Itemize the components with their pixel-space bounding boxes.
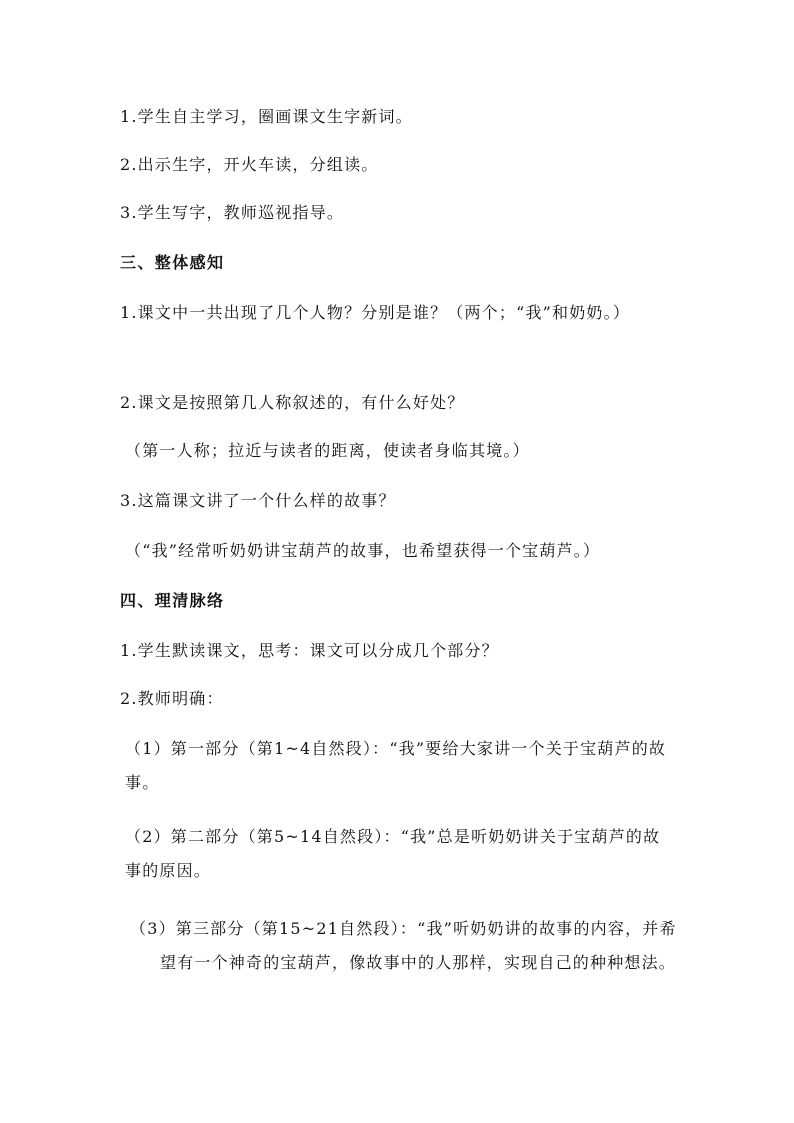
- step-1-text: 1.学生自主学习，圈画课文生字新词。: [120, 107, 413, 126]
- question-1-text: 1.课文中一共出现了几个人物？分别是谁？（两个；“我”和奶奶。）: [120, 303, 631, 322]
- reading-task-text: 1.学生默读课文，思考：课文可以分成几个部分？: [120, 641, 499, 660]
- answer-3-text: （“我”经常听奶奶讲宝葫芦的故事，也希望获得一个宝葫芦。）: [125, 541, 601, 560]
- step-2-text: 2.出示生字，开火车读，分组读。: [120, 155, 379, 174]
- section-heading-overall-perception: 三、整体感知: [120, 253, 225, 272]
- question-3-text: 3.这篇课文讲了一个什么样的故事？: [120, 491, 396, 510]
- part-1-text: （1）第一部分（第1~4自然段）：“我”要给大家讲一个关于宝葫芦的故事。: [125, 739, 667, 792]
- section-heading-clarify-structure: 四、理清脉络: [120, 591, 225, 610]
- step-3-text: 3.学生写字，教师巡视指导。: [120, 203, 345, 222]
- answer-2-text: （第一人称；拉近与读者的距离，使读者身临其境。）: [125, 441, 530, 460]
- question-2-text: 2.课文是按照第几人称叙述的，有什么好处？: [120, 393, 465, 412]
- teacher-clarification-label: 2.教师明确：: [120, 689, 224, 708]
- part-3-text: （3）第三部分（第15~21自然段）：“我”听奶奶讲的故事的内容，并希望有一个神奇的宝葫芦，像故事中的人那样，实现自己的种种想法。: [130, 919, 677, 972]
- part-2-text: （2）第二部分（第5~14自然段）：“我”总是听奶奶讲关于宝葫芦的故事的原因。: [125, 827, 661, 880]
